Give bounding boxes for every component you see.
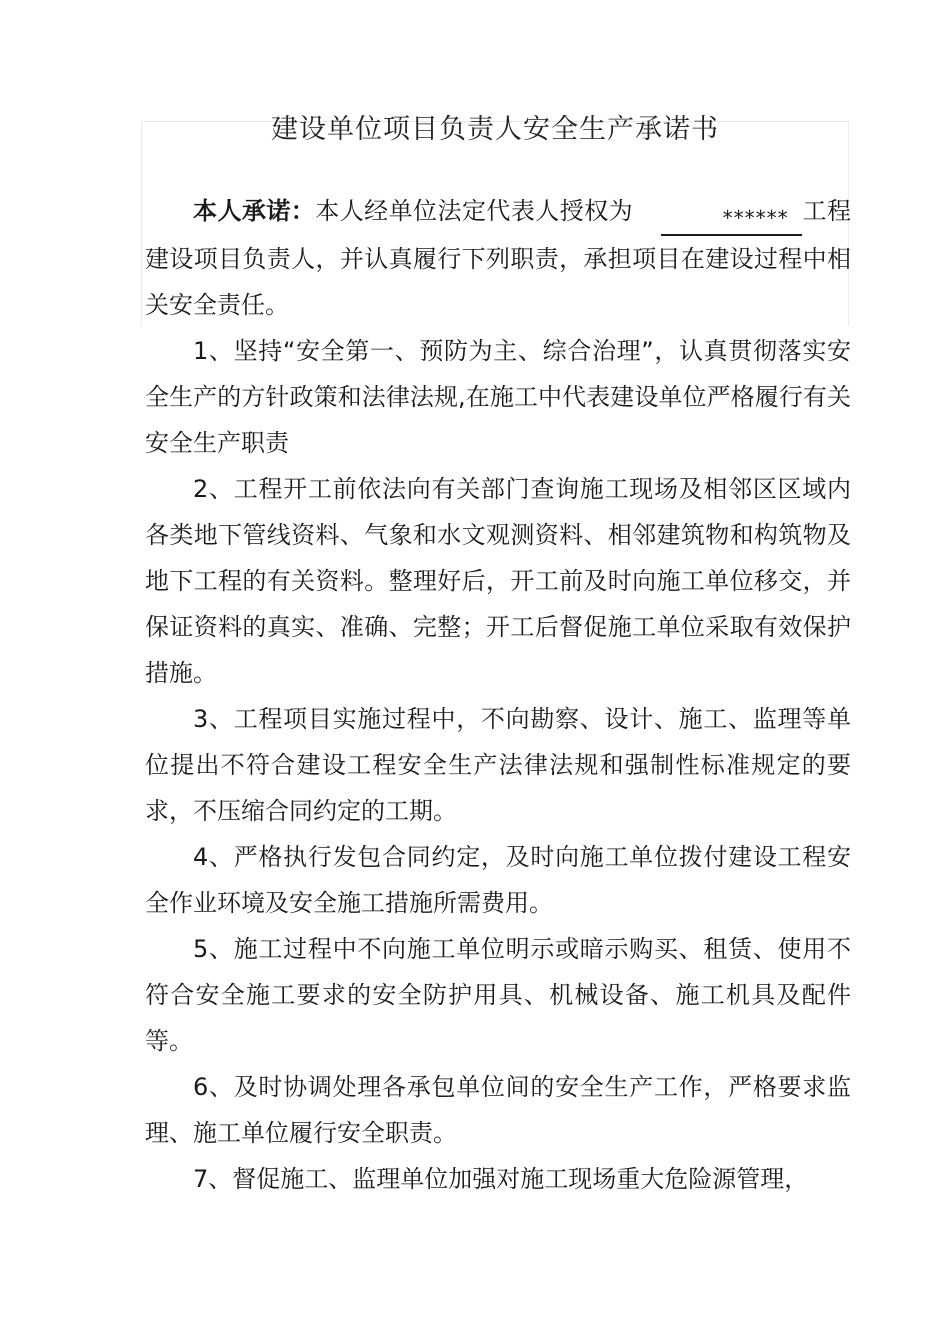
list-item: 5、施工过程中不向施工单位明示或暗示购买、租赁、使用不符合安全施工要求的安全防护用具、机械设备、施工机具及配件等。 xyxy=(145,935,851,1055)
list-item: 2、工程开工前依法向有关部门查询施工现场及相邻区区域内各类地下管线资料、气象和水文观测资料、相邻建筑物和构筑物及地下工程的有关资料。整理好后，开工前及时向施工单位移交，并保证资料的真实、准确、完整；开工后督促施工单位采取有效保护措施。 xyxy=(145,475,851,687)
list-item: 6、及时协调处理各承包单位间的安全生产工作，严格要求监理、施工单位履行安全职责。 xyxy=(145,1073,851,1147)
intro-before-blank: 本人经单位法定代表人授权为 xyxy=(315,197,634,225)
document-body xyxy=(145,188,851,1202)
document-title: 建设单位项目负责人安全生产承诺书 xyxy=(271,114,719,145)
intro-after-blank: 工程建设项目负责人，并认真履行下列职责，承担项目在建设过程中相关安全责任。 xyxy=(145,197,852,319)
list-item: 3、工程项目实施过程中，不向勘察、设计、施工、监理等单位提出不符合建设工程安全生产法律法规和强制性标准规定的要求，不压缩合同约定的工期。 xyxy=(145,705,851,825)
project-name-blank xyxy=(661,201,802,236)
list-item: 1、坚持“安全第一、预防为主、综合治理”，认真贯彻落实安全生产的方针政策和法律法规,在施工中代表建设单位严格履行有关安全生产职责 xyxy=(145,337,851,457)
list-item: 4、严格执行发包合同约定，及时向施工单位拨付建设工程安全作业环境及安全施工措施所需费用。 xyxy=(145,843,851,917)
list-item: 7、督促施工、监理单位加强对施工现场重大危险源管理， xyxy=(193,1165,809,1193)
project-name-value: ****** xyxy=(722,206,789,230)
intro-paragraph xyxy=(145,188,851,328)
intro-lead: 本人承诺： xyxy=(193,197,316,225)
